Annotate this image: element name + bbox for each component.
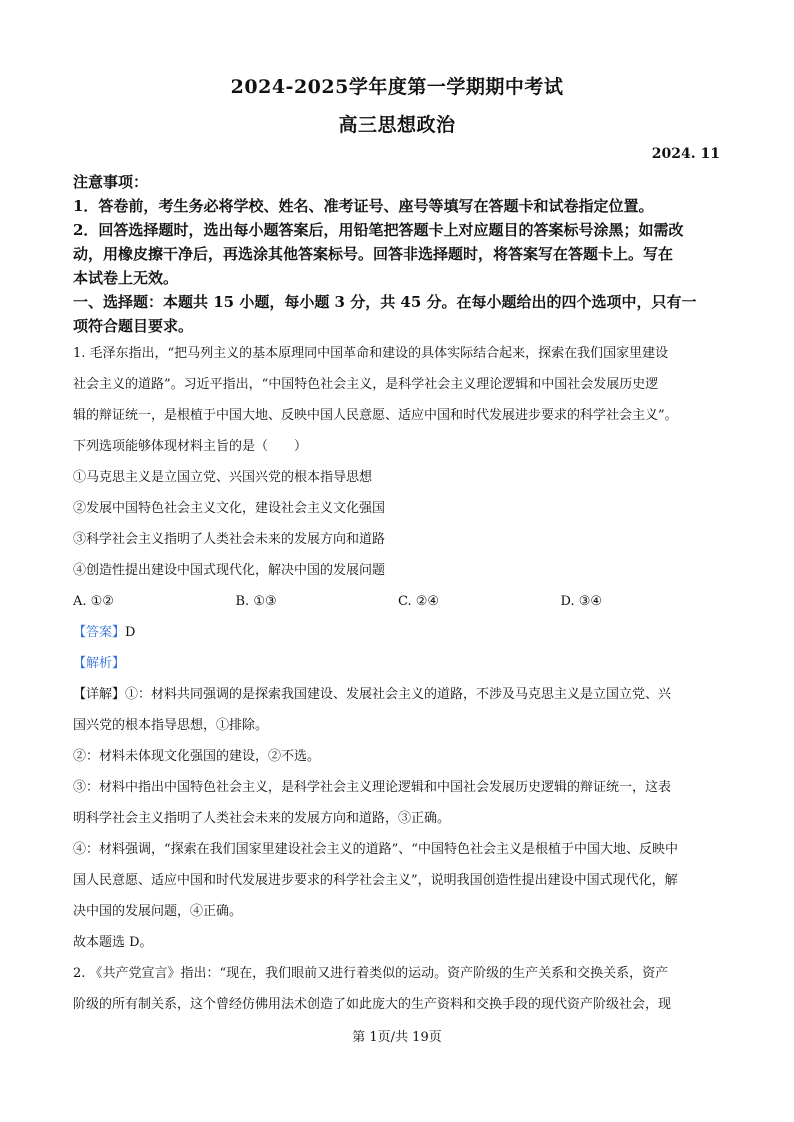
q1-statement: ②发展中国特色社会主义文化，建设社会主义文化强国 <box>73 501 386 516</box>
page-footer: 第 1页/共 19页 <box>352 1030 442 1045</box>
q1-statement: ④创造性提出建设中国式现代化，解决中国的发展问题 <box>73 563 386 578</box>
detail-tag: 【详解】 <box>73 687 126 702</box>
exam-content <box>73 170 723 1020</box>
q1-detail: ④：材料强调，“探索在我们国家里建设社会主义的道路”、“中国特色社会主义是根植于中国大地、反映中 <box>73 842 678 857</box>
q2-stem: 2. 《共产党宣言》指出：“现在，我们眼前又进行着类似的运动。资产阶级的生产关系和交换关系，资产 <box>73 966 669 981</box>
q1-detail: 明科学社会主义指明了人类社会未来的发展方向和道路，③正确。 <box>73 811 451 826</box>
q1-statement: ①马克思主义是立国立党、兴国兴党的根本指导思想 <box>73 470 373 485</box>
q1-conclusion: 故本题选 D。 <box>73 935 153 950</box>
exam-date: 2024. 11 <box>651 146 720 162</box>
exam-subject: 高三思想政治 <box>338 114 456 136</box>
answer-value: D <box>125 625 136 640</box>
option-b: B. ①③ <box>235 594 277 609</box>
q1-options <box>73 586 723 617</box>
notice-item: 2．回答选择题时，选出每小题答案后，用铅笔把答题卡上对应题目的答案标号涂黑；如需改 <box>73 221 684 239</box>
q1-detail: 国兴党的根本指导思想，①排除。 <box>73 718 269 733</box>
q1-detail: ③：材料中指出中国特色社会主义，是科学社会主义理论逻辑和中国社会发展历史逻辑的辩证统一，这表 <box>73 780 672 795</box>
q1-detail: 决中国的发展问题，④正确。 <box>73 904 243 919</box>
q1-answer <box>73 617 723 648</box>
answer-tag: 【答案】 <box>73 625 126 640</box>
option-c: C. ②④ <box>398 594 440 609</box>
option-d: D. ③④ <box>560 594 603 609</box>
q1-detail <box>73 679 723 710</box>
option-a: A. ①② <box>73 594 114 609</box>
q2-stem: 阶级的所有制关系，这个曾经仿佛用法术创造了如此庞大的生产资料和交换手段的现代资产阶级社会，现 <box>73 997 672 1012</box>
q1-detail: ②：材料未体现文化强国的建设，②不选。 <box>73 749 321 764</box>
q1-stem: 辑的辩证统一，是根植于中国大地、反映中国人民意愿、适应中国和时代发展进步要求的科学社会主义”。 <box>73 408 678 423</box>
notice-heading: 注意事项： <box>73 173 149 191</box>
q1-detail: 国人民意愿、适应中国和时代发展进步要求的科学社会主义”，说明我国创造性提出建设中国式现代化，解 <box>73 873 678 888</box>
analysis-tag: 【解析】 <box>73 656 126 671</box>
q1-analysis <box>73 648 723 679</box>
notice-item: 本试卷上无效。 <box>73 269 179 287</box>
q1-stem: 1. 毛泽东指出，“把马列主义的基本原理同中国革命和建设的具体实际结合起来，探索在我们国家里建设 <box>73 346 669 361</box>
notice-item: 动，用橡皮擦干净后，再选涂其他答案标号。回答非选择题时，将答案写在答题卡上。写在 <box>73 245 674 263</box>
q1-statement: ③科学社会主义指明了人类社会未来的发展方向和道路 <box>73 532 386 547</box>
section-heading: 一、选择题：本题共 15 小题，每小题 3 分，共 45 分。在每小题给出的四个选项中，只有一 <box>73 293 697 311</box>
q1-stem: 社会主义的道路”。习近平指出，“中国特色社会主义，是科学社会主义理论逻辑和中国社会发展历史逻 <box>73 377 659 392</box>
notice-item: 1．答卷前，考生务必将学校、姓名、准考证号、座号等填写在答题卡和试卷指定位置。 <box>73 197 654 215</box>
detail-text: ①：材料共同强调的是探索我国建设、发展社会主义的道路，不涉及马克思主义是立国立党、兴 <box>125 687 672 702</box>
q1-stem: 下列选项能够体现材料主旨的是（ ） <box>73 439 308 454</box>
section-heading: 项符合题目要求。 <box>73 317 194 335</box>
exam-title: 2024-2025学年度第一学期期中考试 <box>230 76 564 98</box>
